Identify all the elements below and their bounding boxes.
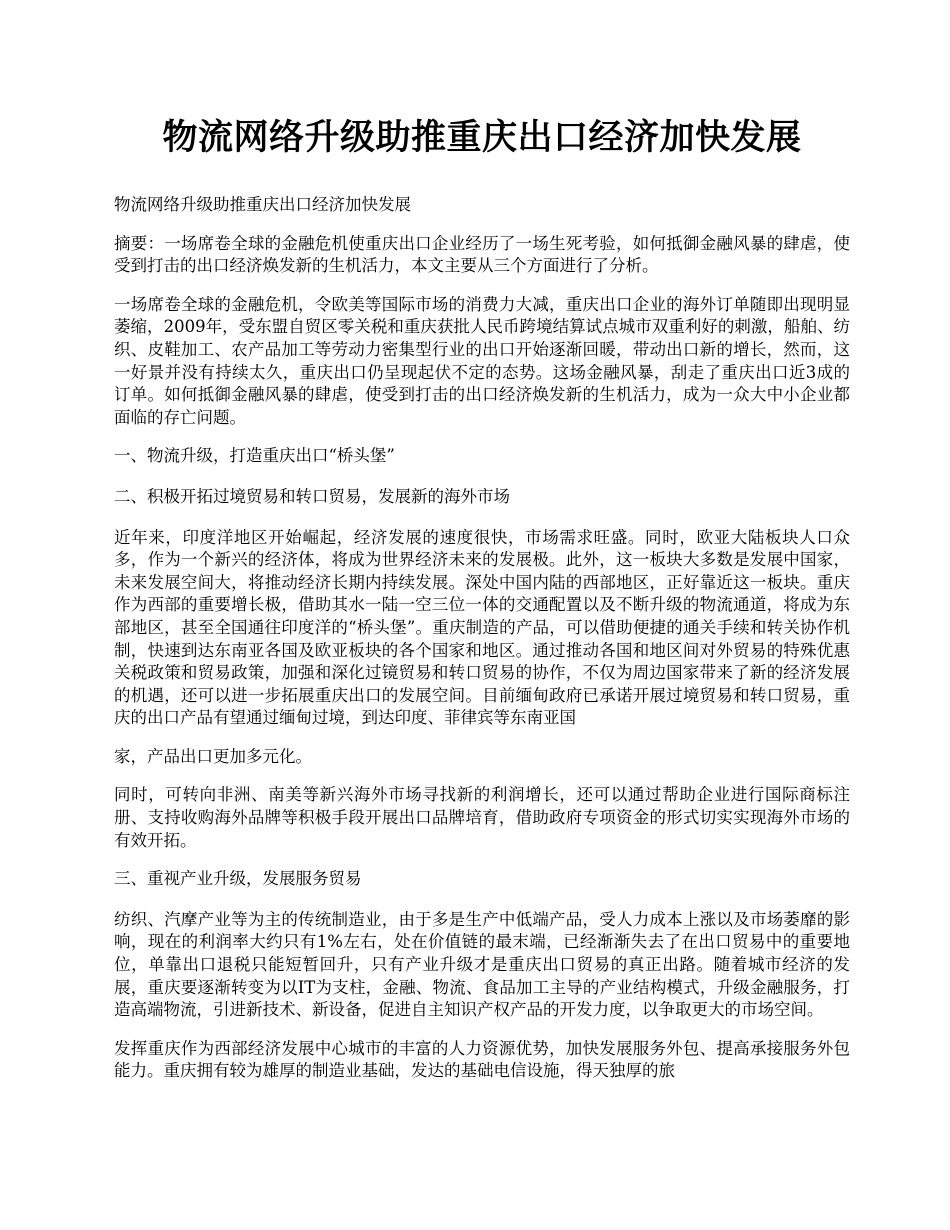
body-paragraph: 家，产品出口更加多元化。 bbox=[114, 746, 312, 766]
intro-paragraph: 一场席卷全球的金融危机，令欧美等国际市场的消费力大减，重庆出口企业的海外订单随即出现明显萎缩，2009年，受东盟自贸区零关税和重庆获批人民币跨境结算试点城市双重利好的刺激，船舶、纺织、皮鞋加工、农产品加工等劳动力密集型行业的出口开始逐渐回暖，带动出口新的增长，然而，这一好景并没有持续太久，重庆出口仍呈现起伏不定的态势。这场金融风暴，刮走了重庆出口近3成的订单。如何抵御金融风暴的肆虐，使受到打击的出口经济焕发新的生机活力，成为一众大中小企业都面临的存亡问题。 bbox=[114, 294, 850, 427]
section-heading-1: 一、物流升级，打造重庆出口“桥头堡” bbox=[114, 446, 395, 466]
body-paragraph: 同时，可转向非洲、南美等新兴海外市场寻找新的利润增长，还可以通过帮助企业进行国际商标注册、支持收购海外品牌等积极手段开展出口品牌培育，借助政府专项资金的形式切实实现海外市场的有效开拓。 bbox=[114, 785, 850, 850]
body-paragraph: 发挥重庆作为西部经济发展中心城市的丰富的人力资源优势，加快发展服务外包、提高承接服务外包能力。重庆拥有较为雄厚的制造业基础，发达的基础电信设施，得天独厚的旅 bbox=[114, 1038, 850, 1081]
document-title: 物流网络升级助推重庆出口经济加快发展 bbox=[162, 117, 802, 158]
document-page bbox=[114, 112, 850, 1099]
section-heading-2: 二、积极开拓过境贸易和转口贸易，发展新的海外市场 bbox=[114, 486, 510, 506]
abstract-paragraph: 摘要：一场席卷全球的金融危机使重庆出口企业经历了一场生死考验，如何抵御金融风暴的肆虐，使受到打击的出口经济焕发新的生机活力，本文主要从三个方面进行了分析。 bbox=[114, 233, 850, 276]
section-heading-3: 三、重视产业升级，发展服务贸易 bbox=[114, 869, 362, 889]
body-paragraph: 近年来，印度洋地区开始崛起，经济发展的速度很快，市场需求旺盛。同时，欧亚大陆板块人口众多，作为一个新兴的经济体，将成为世界经济未来的发展极。此外，这一板块大多数是发展中国家，未来发展空间大，将推动经济长期内持续发展。深处中国内陆的西部地区，正好靠近这一板块。重庆作为西部的重要增长极，借助其水一陆一空三位一体的交通配置以及不断升级的物流通道，将成为东部地区，甚至全国通往印度洋的“桥头堡”。重庆制造的产品，可以借助便捷的通关手续和转关协作机制，快速到达东南亚各国及欧亚板块的各个国家和地区。通过推动各国和地区间对外贸易的特殊优惠关税政策和贸易政策，加强和深化过镜贸易和转口贸易的协作，不仅为周边国家带来了新的经济发展的机遇，还可以进一步拓展重庆出口的发展空间。目前缅甸政府已承诺开展过境贸易和转口贸易，重庆的出口产品有望通过缅甸过境，到达印度、菲律宾等东南亚国 bbox=[114, 527, 850, 728]
subtitle-paragraph: 物流网络升级助推重庆出口经济加快发展 bbox=[114, 195, 411, 214]
body-paragraph: 纺织、汽摩产业等为主的传统制造业，由于多是生产中低端产品，受人力成本上涨以及市场萎靡的影响，现在的利润率大约只有1%左右，处在价值链的最末端，已经渐渐失去了在出口贸易中的重要地位，单靠出口退税只能短暂回升，只有产业升级才是重庆出口贸易的真正出路。随着城市经济的发展，重庆要逐渐转变为以IT为支柱，金融、物流、食品加工主导的产业结构模式，升级金融服务，打造高端物流，引进新技术、新设备，促进自主知识产权产品的开发力度，以争取更大的市场空间。 bbox=[114, 909, 850, 1020]
